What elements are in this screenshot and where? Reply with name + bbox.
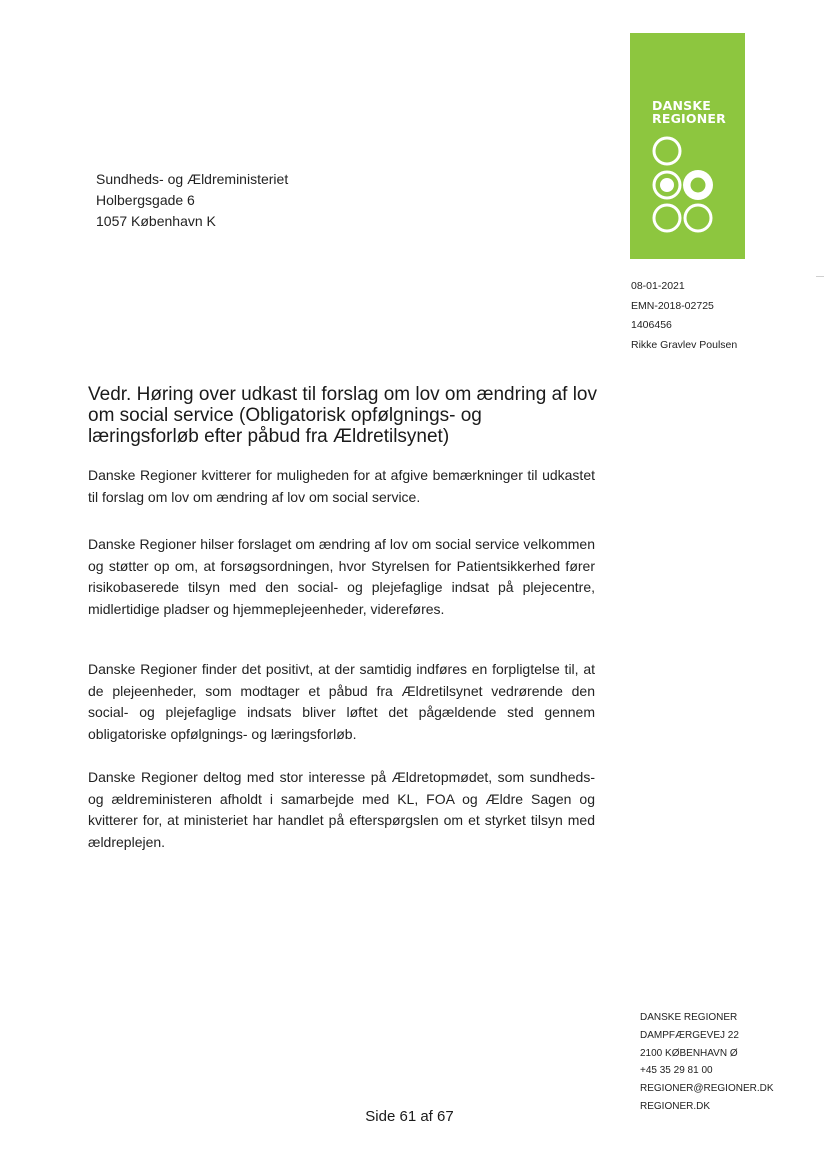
- sender-phone: +45 35 29 81 00: [640, 1065, 713, 1077]
- body-paragraph: Danske Regioner deltog med stor interesse på Ældretopmødet, som sundheds- og ældreministeren afholdt i samarbejde med KL, FOA og Ældre Sagen og kvitterer for, at ministeriet har handlet på efterspørgslen om et styrket tilsyn med ældreplejen.: [88, 769, 595, 850]
- sender-email: REGIONER@REGIONER.DK: [640, 1083, 774, 1095]
- body-paragraph: Danske Regioner kvitterer for muligheden for at afgive bemærkninger til udkastet til forslag om lov om ændring af lov om social service.: [88, 467, 595, 505]
- recipient-name: Sundheds- og Ældreministeriet: [96, 171, 289, 187]
- sender-city: 2100 KØBENHAVN Ø: [640, 1047, 738, 1059]
- document-meta: [631, 277, 737, 355]
- logo-circles-icon: [648, 135, 724, 235]
- page-number: [0, 1108, 827, 1125]
- letter-subject: Vedr. Høring over udkast til forslag om lov om ændring af lov om social service (Obligatorisk opfølgnings- og læringsforløb efter påbud fra Ældretilsynet): [88, 384, 598, 447]
- logo-line-1: DANSKE: [652, 98, 711, 113]
- logo-wordmark: [652, 99, 726, 125]
- sender-address: [640, 1009, 774, 1116]
- recipient-street: Holbergsgade 6: [96, 192, 195, 208]
- document-number: 1406456: [631, 319, 672, 331]
- recipient-city: 1057 København K: [96, 213, 216, 229]
- danske-regioner-logo: [630, 33, 745, 259]
- page-number-text: Side 61 af 67: [365, 1108, 454, 1125]
- sender-org: DANSKE REGIONER: [640, 1012, 738, 1023]
- document-date: 08-01-2021: [631, 280, 685, 292]
- author-name: Rikke Gravlev Poulsen: [631, 338, 738, 351]
- sender-street: DAMPFÆRGEVEJ 22: [640, 1029, 739, 1041]
- case-number: EMN-2018-02725: [631, 299, 714, 312]
- edge-mark: [816, 276, 824, 277]
- body-paragraph: Danske Regioner finder det positivt, at der samtidig indføres en forpligtelse til, at de plejeenheder, som modtager et påbud fra Ældretilsynet vedrørende den social- og plejefaglige indsats bliver løftet det pågældende sted gennem obligatoriske opfølgnings- og læringsforløb.: [88, 661, 595, 742]
- logo-line-2: REGIONER: [652, 111, 726, 126]
- sender-web: REGIONER.DK: [640, 1100, 711, 1112]
- recipient-address: [96, 169, 288, 232]
- body-paragraph: Danske Regioner hilser forslaget om ændring af lov om social service velkommen og støtter op om, at forsøgsordningen, hvor Styrelsen for Patientsikkerhed fører risikobaserede tilsyn med den social- og plejefaglige indsat på plejecentre, midlertidige pladser og hjemmeplejeenheder, videreføres.: [88, 536, 595, 617]
